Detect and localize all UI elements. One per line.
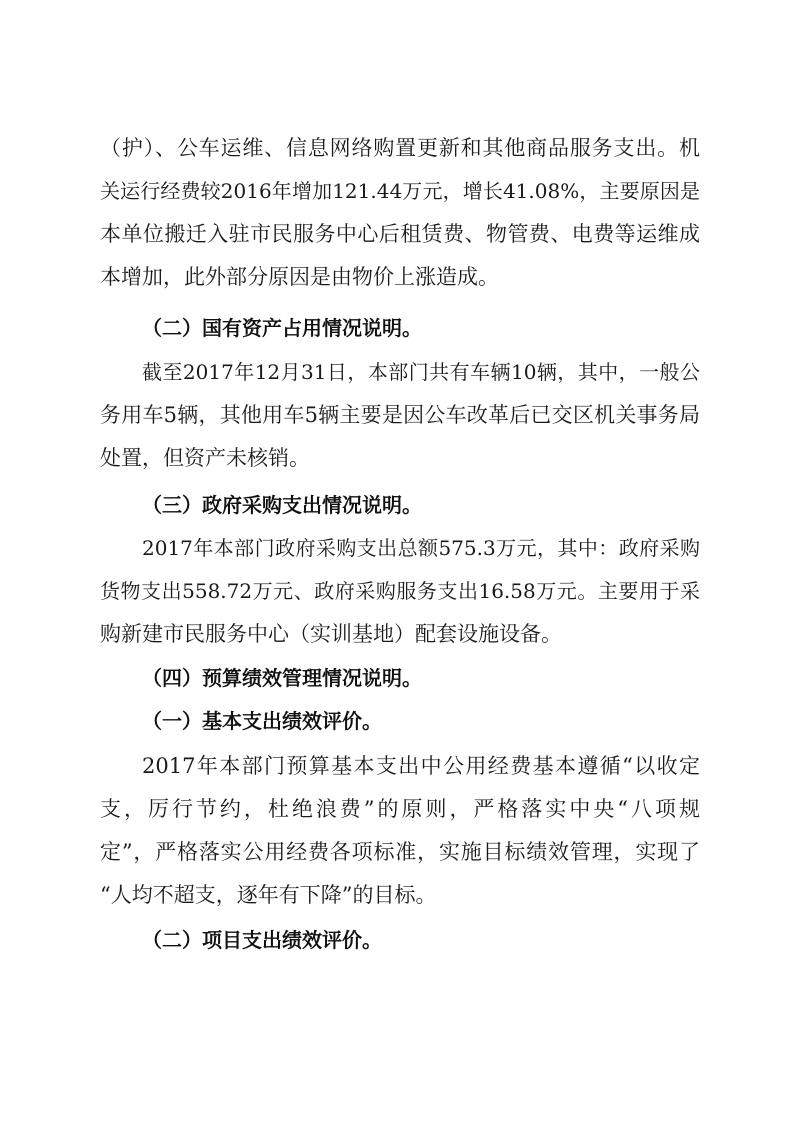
section-heading: （一）基本支出绩效评价。 <box>142 709 382 733</box>
paragraph-line: 本增加，此外部分原因是由物价上涨造成。 <box>100 265 499 289</box>
paragraph-line: 定”，严格落实公用经费各项标准，实施目标绩效管理，实现了 <box>100 840 700 864</box>
paragraph-line: 货物支出558.72万元、政府采购服务支出16.58万元。主要用于采 <box>100 579 700 603</box>
paragraph-line: 务用车5辆，其他用车5辆主要是因公车改革后已交区机关事务局 <box>100 403 700 427</box>
paragraph-line: 2017年本部门预算基本支出中公用经费基本遵循“以收定 <box>142 754 700 778</box>
section-heading: （二）项目支出绩效评价。 <box>142 928 382 952</box>
paragraph-line: 本单位搬迁入驻市民服务中心后租赁费、物管费、电费等运维成 <box>100 222 700 246</box>
paragraph-line: 截至2017年12月31日，本部门共有车辆10辆，其中，一般公 <box>142 360 700 384</box>
section-heading: （二）国有资产占用情况说明。 <box>142 316 422 340</box>
paragraph-line: 2017年本部门政府采购支出总额575.3万元，其中：政府采购 <box>142 536 700 560</box>
paragraph-line: 处置，但资产未核销。 <box>100 446 310 470</box>
paragraph-line: 支，厉行节约，杜绝浪费”的原则，严格落实中央“八项规 <box>100 797 700 821</box>
section-heading: （三）政府采购支出情况说明。 <box>142 493 422 517</box>
paragraph-line: 购新建市民服务中心（实训基地）配套设施设备。 <box>100 622 562 646</box>
paragraph-line: （护）、公车运维、信息网络购置更新和其他商品服务支出。机 <box>100 136 700 160</box>
paragraph-line: 关运行经费较2016年增加121.44万元，增长41.08%，主要原因是 <box>100 179 700 203</box>
section-heading: （四）预算绩效管理情况说明。 <box>142 666 422 690</box>
paragraph-line: “人均不超支，逐年有下降”的目标。 <box>100 883 437 907</box>
